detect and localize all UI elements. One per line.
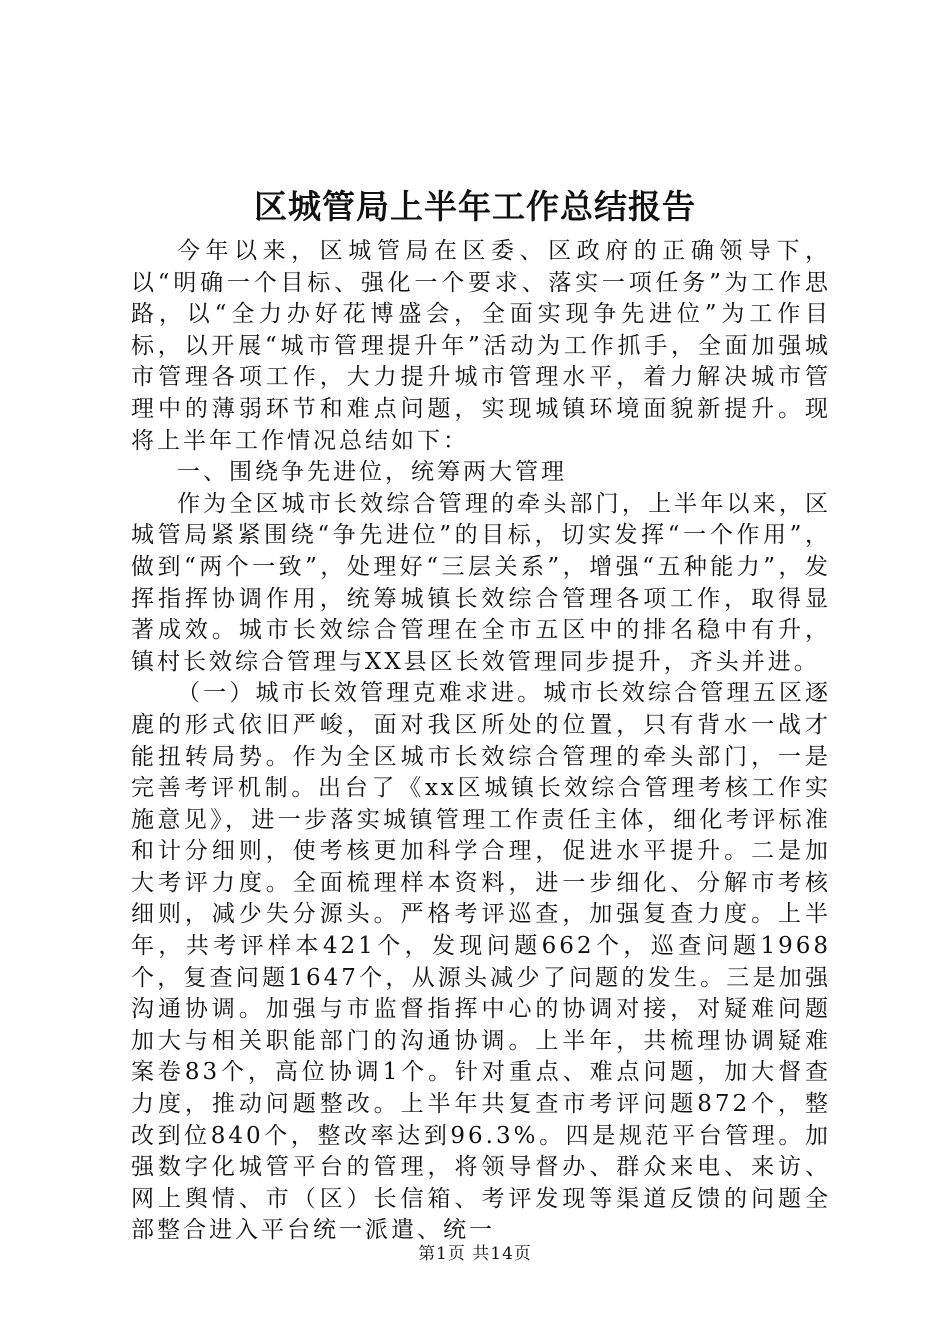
body-paragraph: 作为全区城市长效综合管理的牵头部门，上半年以来，区城管局紧紧围绕“争先进位”的目标，切实发挥“一个作用”，做到“两个一致”，处理好“三层关系”，增强“五种能力”，发挥指挥协调作用，统筹城镇长效综合管理各项工作，取得显著成效。城市长效综合管理在全市五区中的排名稳中有升，镇村长效综合管理与XX县区长效管理同步提升，齐头并进。	[131, 490, 831, 675]
body-paragraph: （一）城市长效管理克难求进。城市长效综合管理五区逐鹿的形式依旧严峻，面对我区所处的位置，只有背水一战才能扭转局势。作为全区城市长效综合管理的牵头部门，一是完善考评机制。出台了《xx区城镇长效综合管理考核工作实施意见》，进一步落实城镇管理工作责任主体，细化考评标准和计分细则，使考核更加科学合理，促进水平提升。二是加大考评力度。全面梳理样本资料，进一步细化、分解市考核细则，减少失分源头。严格考评巡查，加强复查力度。上半年，共考评样本421个，发现问题662个，巡查问题1968个，复查问题1647个，从源头减少了问题的发生。三是加强沟通协调。加强与市监督指挥中心的协调对接，对疑难问题加大与相关职能部门的沟通协调。上半年，共梳理协调疑难案卷83个，高位协调1个。针对重点、难点问题，加大督查力度，推动问题整改。上半年共复查市考评问题872个，整改到位840个，整改率达到96.3%。四是规范平台管理。加强数字化城管平台的管理，将领导督办、群众来电、来访、网上舆情、市（区）长信箱、考评发现等渠道反馈的问题全部整合进入平台统一派遣、统一	[131, 680, 831, 1244]
document-title: 区城管局上半年工作总结报告	[254, 187, 696, 226]
page-footer: 第1页 共14页	[418, 1244, 532, 1264]
intro-paragraph: 今年以来，区城管局在区委、区政府的正确领导下，以“明确一个目标、强化一个要求、落实一项任务”为工作思路，以“全力办好花博盛会，全面实现争先进位”为工作目标，以开展“城市管理提升年”活动为工作抓手，全面加强城市管理各项工作，大力提升城市管理水平，着力解决城市管理中的薄弱环节和难点问题，实现城镇环境面貌新提升。现将上半年工作情况总结如下：	[131, 238, 831, 454]
section-heading: 一、围绕争先进位，统筹两大管理	[177, 459, 567, 486]
document-body	[131, 236, 831, 1247]
